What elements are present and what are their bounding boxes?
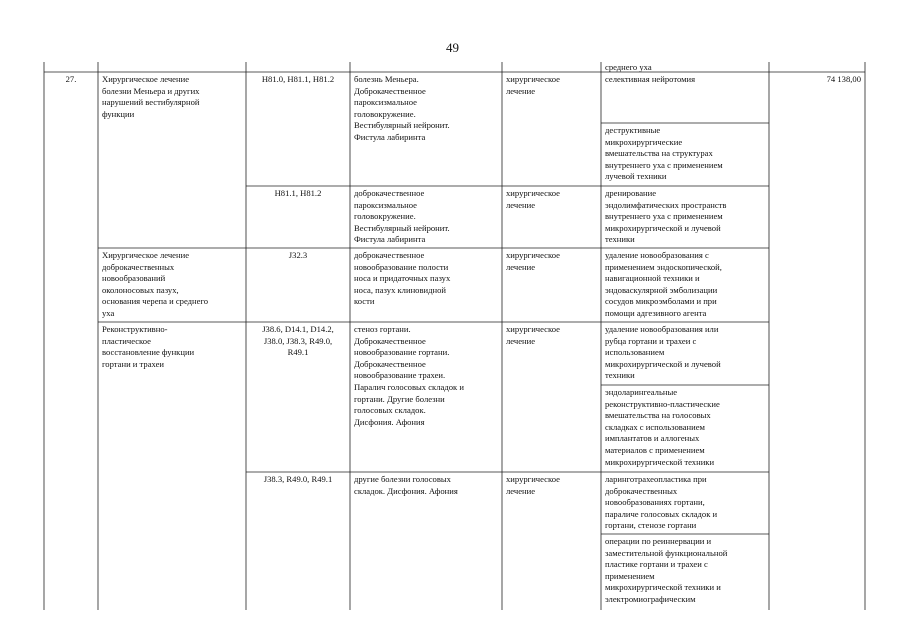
- price: 74 138,00: [826, 74, 861, 84]
- row-number: 27.: [65, 74, 77, 84]
- diagnosis: болезнь Меньера. Доброкачественное пароксизмальное головокружение. Вестибулярный нейронит. Фистула лабиринта: [354, 74, 450, 142]
- icd-codes: J38.3, R49.0, R49.1: [263, 474, 333, 484]
- method: эндоларингеальные реконструктивно-пластические вмешательства на голосовых складках с использованием имплантатов и аллогеных материалов с применением микрохирургической техники: [605, 387, 720, 467]
- method: удаление новообразования или рубца гортани и трахеи с использованием микрохирургической и лучевой техники: [605, 324, 721, 381]
- method: ларинготрахеопластика при доброкачественных новообразованиях гортани, параличе голосовых складок и гортани, стенозе гортани: [605, 474, 718, 531]
- icd-codes: J32.3: [288, 250, 308, 260]
- treatment-group-name: Хирургическое лечение болезни Меньера и других нарушений вестибулярной функции: [102, 74, 200, 119]
- method: деструктивные микрохирургические вмешательства на структурах внутреннего уха с применением лучевой техники: [605, 125, 723, 182]
- treatment-type: хирургическое лечение: [506, 474, 560, 496]
- treatment-type: хирургическое лечение: [506, 324, 560, 346]
- method: селективная нейротомия: [605, 74, 696, 84]
- method: операции по реиннервации и заместительной функциональной пластике гортани и трахеи с применением микрохирургической техники и электромиографическим: [605, 536, 728, 604]
- method: дренирование эндолимфатических пространств внутреннего уха с применением микрохирургической и лучевой техники: [605, 188, 727, 245]
- treatment-group-name: Хирургическое лечение доброкачественных новообразований околоносовых пазух, основания черепа и среднего уха: [102, 250, 209, 318]
- page-number: 49: [446, 40, 459, 55]
- treatment-type: хирургическое лечение: [506, 74, 560, 96]
- diagnosis: доброкачественное пароксизмальное головокружение. Вестибулярный нейронит. Фистула лабиринта: [354, 188, 450, 245]
- treatment-type: хирургическое лечение: [506, 250, 560, 272]
- method: удаление новообразования с применением эндоскопической, навигационной техники и эндоваскулярной эмболизации сосудов микроэмболами и при помощи адгезивного агента: [605, 250, 722, 318]
- diagnosis: доброкачественное новообразование полости носа и придаточных пазух носа, пазух клиновидной кости: [354, 250, 451, 307]
- icd-codes: H81.1, H81.2: [274, 188, 322, 198]
- icd-codes: J38.6, D14.1, D14.2, J38.0, J38.3, R49.0, R49.1: [262, 324, 334, 358]
- top-strip-method: среднего уха: [605, 62, 652, 72]
- icd-codes: H81.0, H81.1, H81.2: [261, 74, 335, 84]
- diagnosis: другие болезни голосовых складок. Дисфония. Афония: [354, 474, 458, 496]
- treatment-group-name: Реконструктивно- пластическое восстановление функции гортани и трахеи: [102, 324, 195, 369]
- diagnosis: стеноз гортани. Доброкачественное новообразование гортани. Доброкачественное новообразование трахеи. Паралич голосовых складок и гортани. Другие болезни голосовых складок. Дисфония. Афония: [354, 324, 464, 427]
- treatment-type: хирургическое лечение: [506, 188, 560, 210]
